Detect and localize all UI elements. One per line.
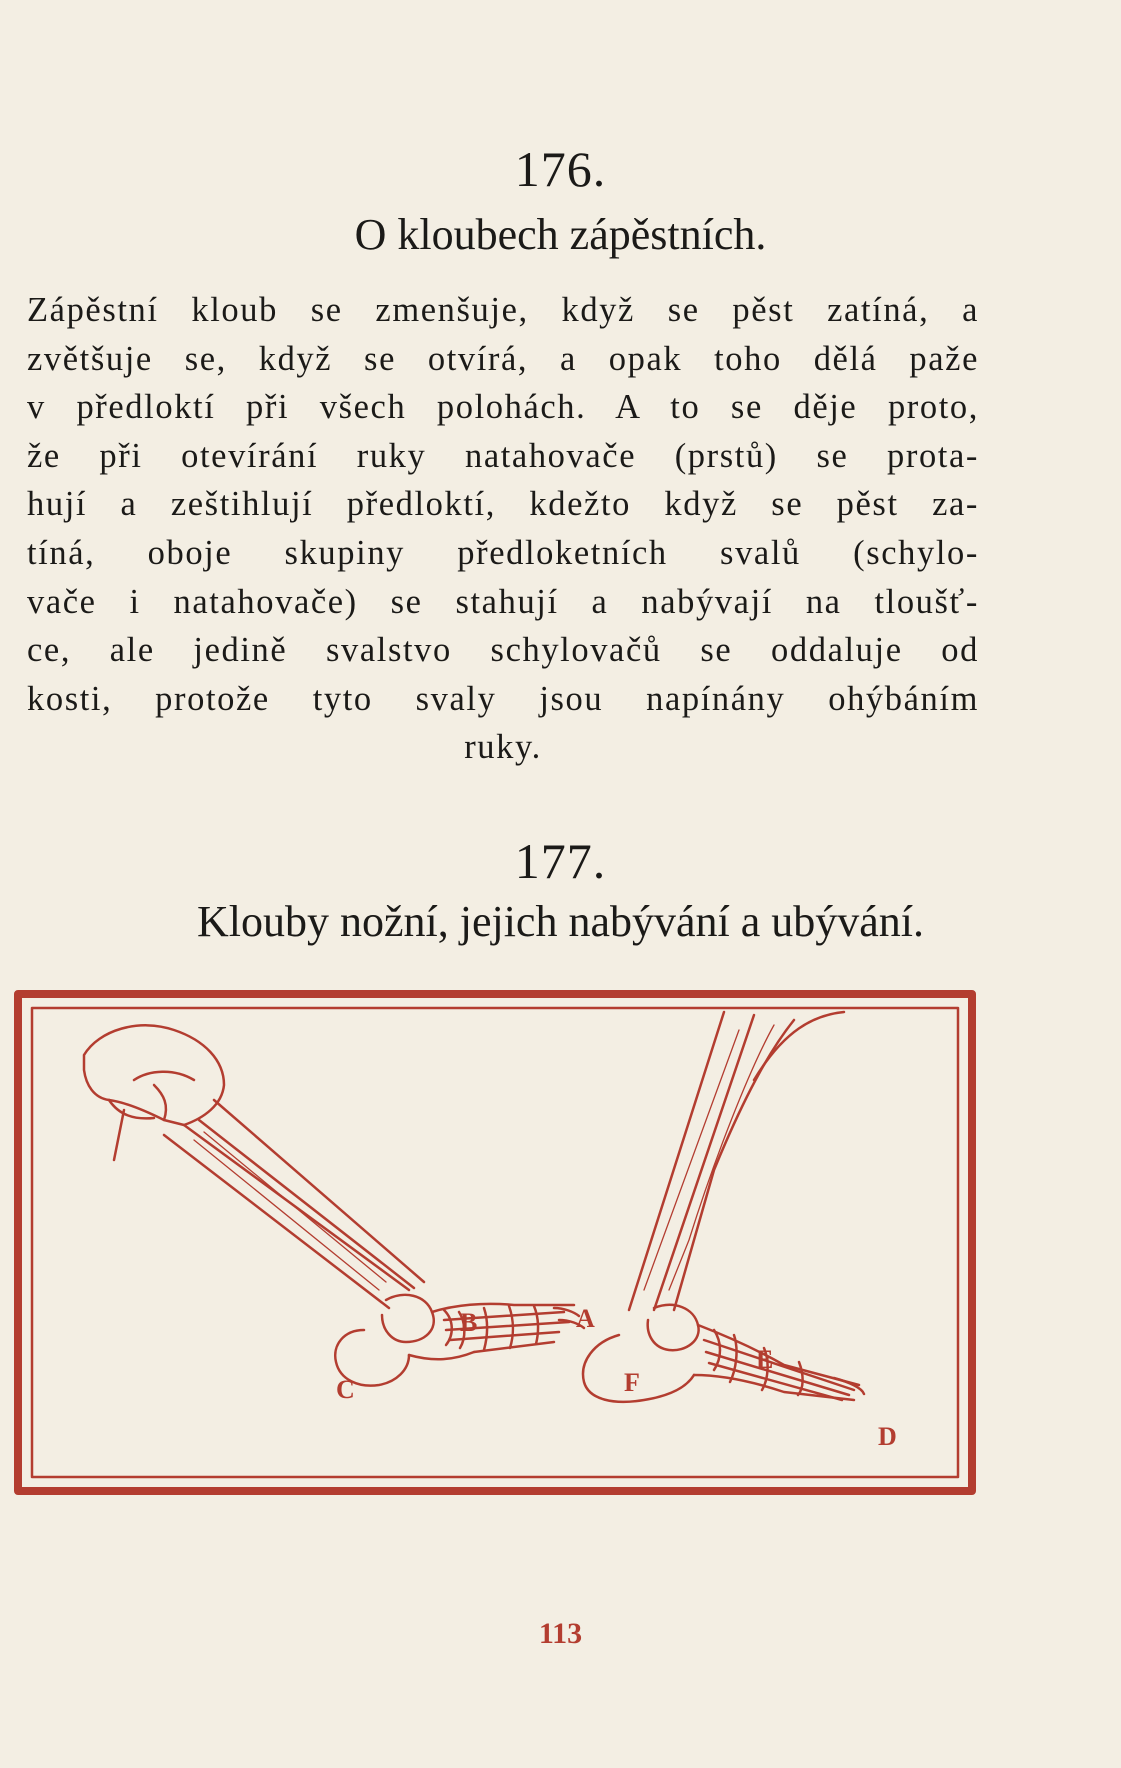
figure-label-b: B (460, 1308, 478, 1337)
figure-label-d: D (878, 1422, 897, 1451)
paragraph-line: v předloktí při všech polohách. A to se děje proto, (27, 388, 979, 427)
figure-inner-frame (32, 1008, 958, 1477)
paragraph-line: tíná, oboje skupiny předloketních svalů (schylo- (27, 533, 979, 572)
paragraph-line: ce, ale jedině svalstvo schylovačů se oddaluje od (27, 631, 979, 670)
paragraph-line: kosti, protože tyto svaly jsou napínány ohýbáním (27, 679, 979, 718)
figure-label-f: F (624, 1368, 640, 1397)
leg-bones-illustration (14, 990, 976, 1495)
section-177-title: Klouby nožní, jejich nabývání a ubývání. (196, 897, 925, 946)
right-shin-bones (629, 1012, 844, 1310)
paragraph-line: Zápěstní kloub se zmenšuje, když se pěst zatíná, a (27, 291, 979, 329)
paragraph-line: ruky. (464, 728, 542, 767)
left-shin-bones (164, 1100, 424, 1308)
paragraph-line: vače i natahovače) se stahují a nabývají na tloušť- (27, 582, 979, 621)
figure-label-c: C (336, 1375, 355, 1404)
figure-outer-frame (18, 994, 972, 1491)
section-176-title: O kloubech zápěstních. (354, 210, 767, 259)
figure-label-a: A (576, 1304, 595, 1333)
leg-bones-figure (14, 990, 976, 1495)
paragraph-line: zvětšuje se, když se otvírá, a opak toho dělá paže (27, 339, 979, 378)
section-177-number: 177. (514, 833, 607, 889)
paragraph-line: hují a zeštihlují předloktí, kdežto když se pěst za- (27, 485, 979, 524)
page-number: 113 (538, 1617, 583, 1650)
figure-label-e: E (756, 1345, 774, 1374)
paragraph-line: že při otevírání ruky natahovače (prstů) se prota- (27, 436, 979, 475)
section-176-paragraph (27, 286, 979, 772)
section-176-number: 176. (514, 141, 607, 197)
